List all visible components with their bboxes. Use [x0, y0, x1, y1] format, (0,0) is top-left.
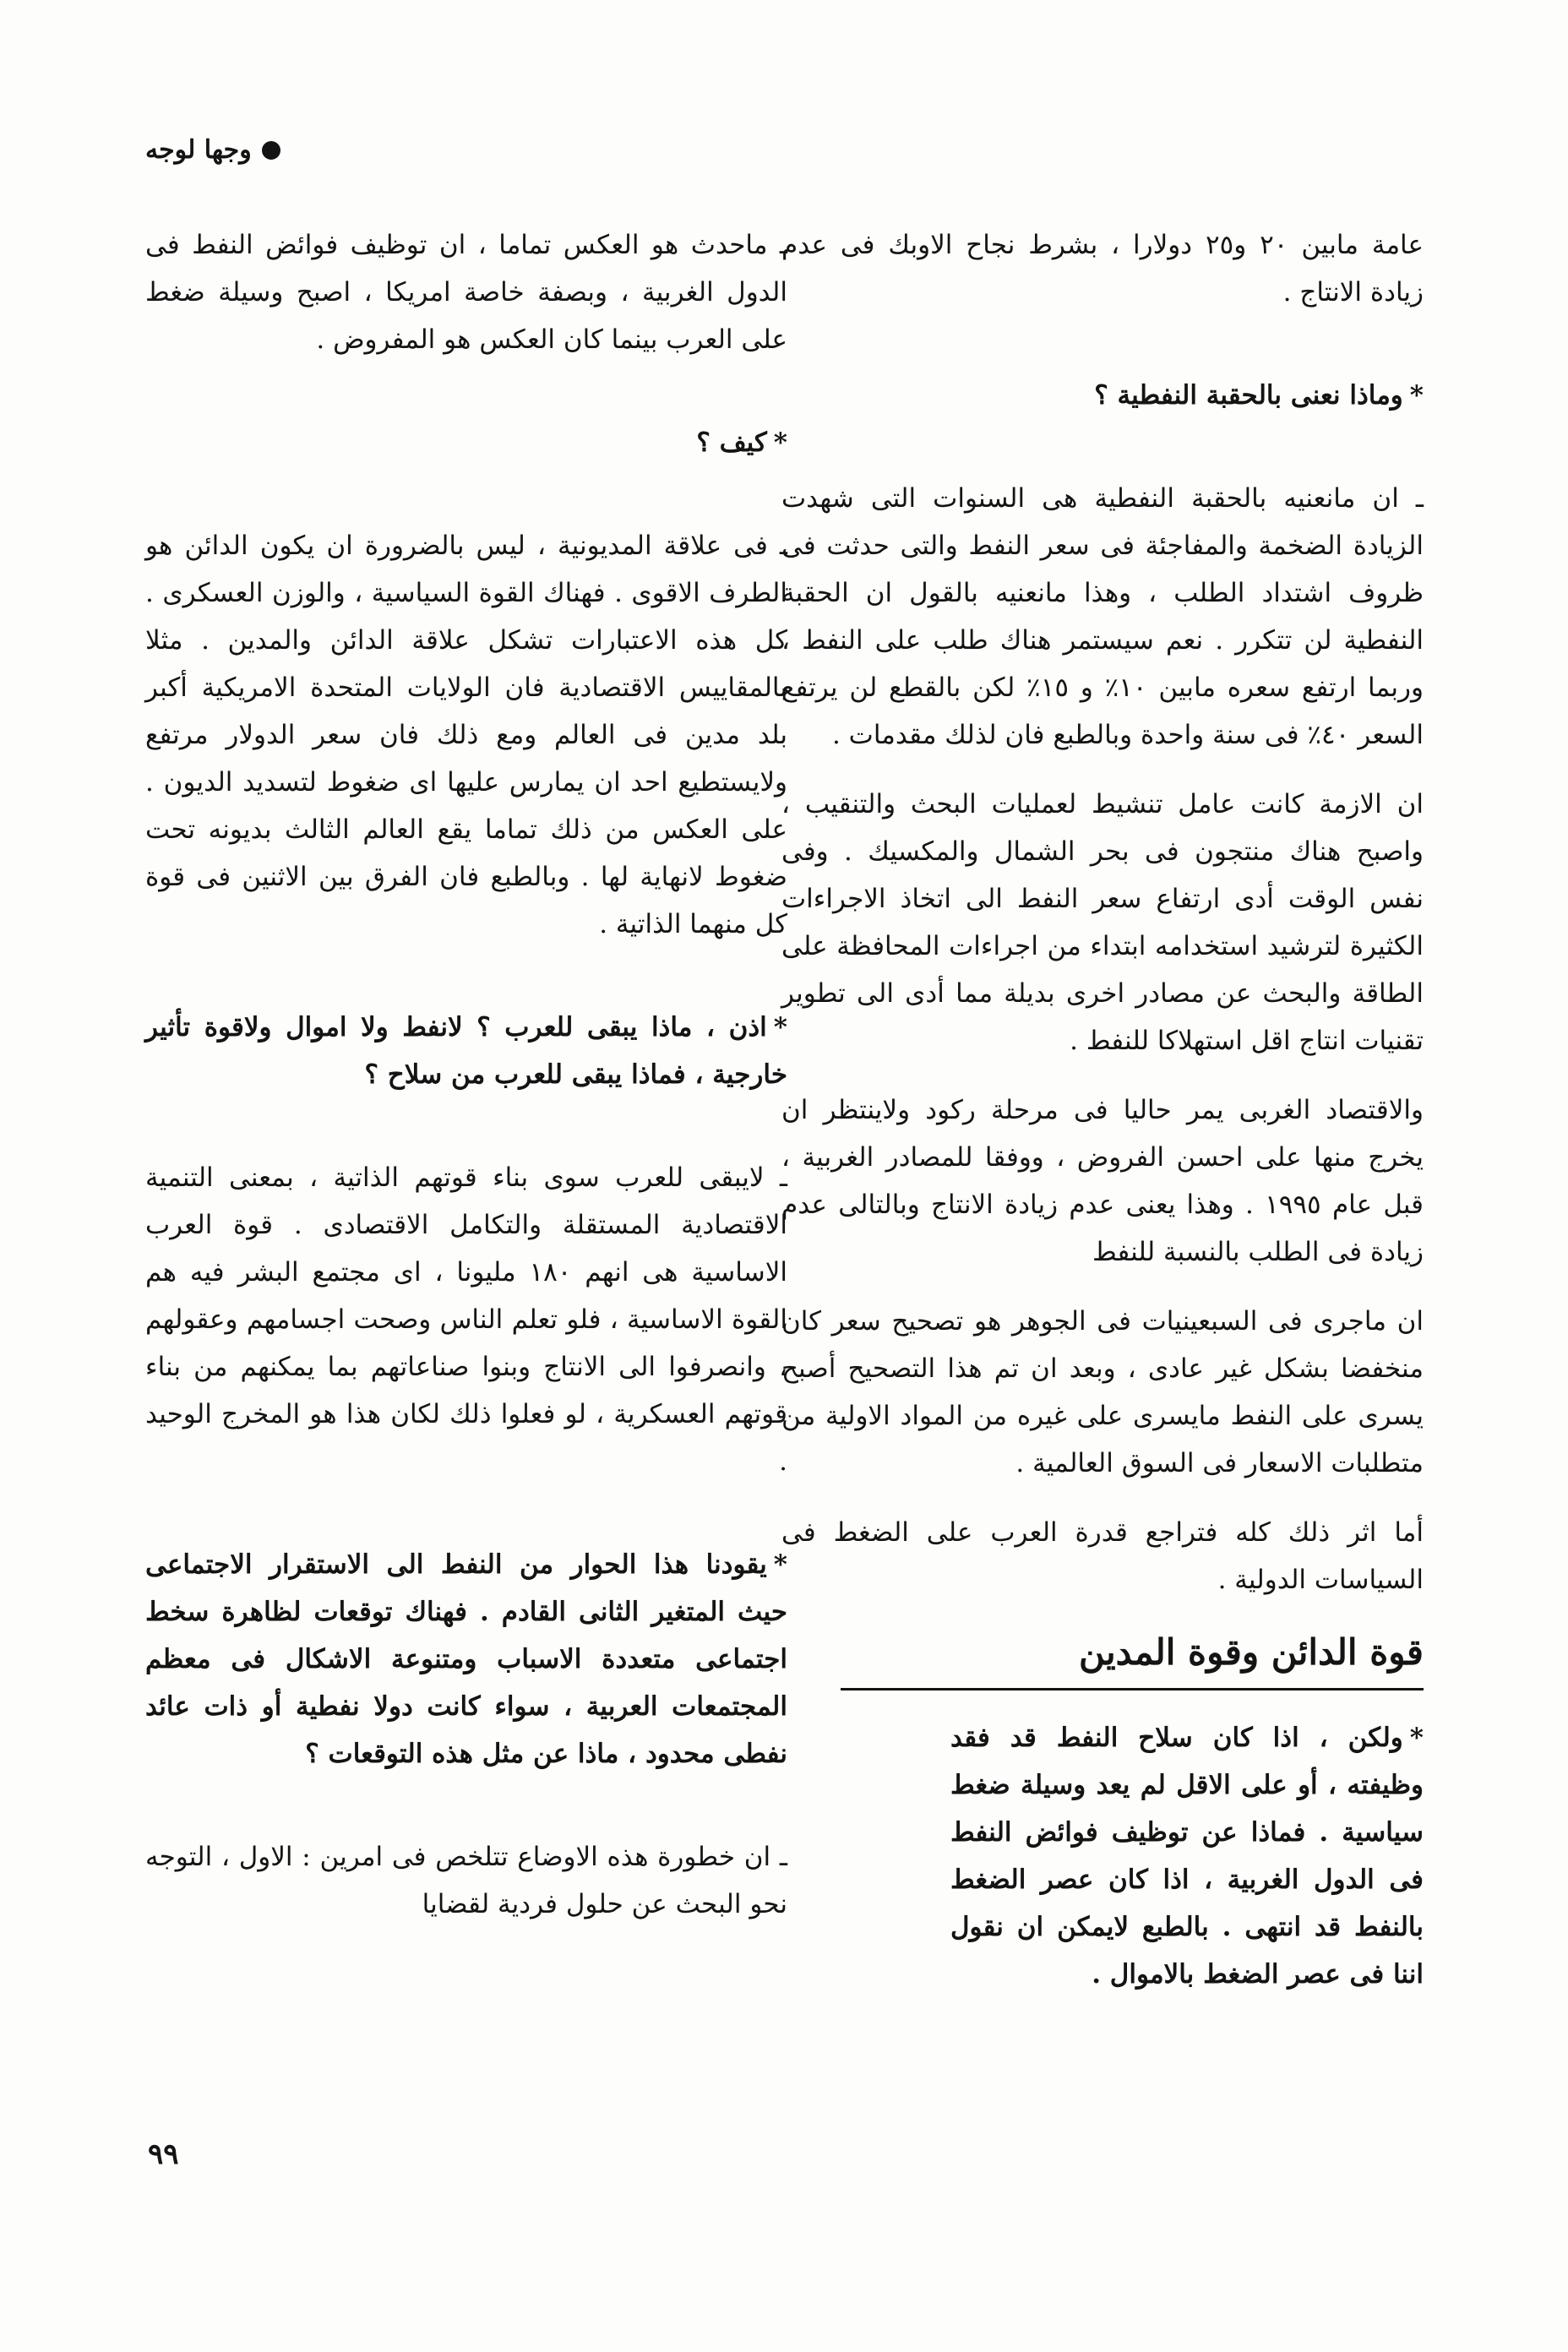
question-text: كيف ؟: [696, 427, 767, 458]
right-column: [781, 221, 1424, 2020]
interview-question: [781, 372, 1424, 419]
left-column: [145, 221, 787, 1950]
running-head: [145, 135, 280, 165]
left-paragraph-3: ـ لايبقى للعرب سوى بناء قوتهم الذاتية ، بمعنى التنمية الاقتصادية المستقلة والتكامل الاقتصادى . قوة العرب الاساسية هى انهم ١٨٠ مليونا ، اى مجتمع البشر فيه هم القوة الاساسية ، فلو تعلم الناس وصحت اجسامهم وعقولهم ، وانصرفوا الى الانتاج وبنوا صناعاتهم بما يمكنهم من بناء قوتهم العسكرية ، لو فعلوا ذلك لكان هذا هو المخرج الوحيد .: [145, 1162, 788, 1477]
asterisk-icon: *: [1409, 1723, 1424, 1753]
running-head-title: وجها لوجه: [145, 135, 252, 165]
interview-question: [145, 419, 787, 466]
heading-divider: [841, 1688, 1424, 1690]
right-paragraph-6: أما اثر ذلك كله فتراجع قدرة العرب على الضغط فى السياسات الدولية .: [781, 1517, 1424, 1595]
asterisk-icon: *: [773, 427, 787, 458]
question-text: يقودنا هذا الحوار من النفط الى الاستقرار الاجتماعى حيث المتغير الثانى القادم . فهناك توقعات لظاهرة سخط اجتماعى متعددة الاسباب ومتنوعة الاشكال فى معظم المجتمعات العربية ، سواء كانت دولا نفطية أو ذات عائد نفطى محدود ، ماذا عن مثل هذه التوقعات ؟: [145, 1549, 787, 1769]
bullet-dot-icon: [262, 141, 280, 160]
left-paragraph-1: ـ ماحدث هو العكس تماما ، ان توظيف فوائض النفط فى الدول الغربية ، وبصفة خاصة امريكا ، اصبح وسيلة ضغط على العرب بينما كان العكس هو المفروض .: [145, 230, 787, 355]
asterisk-icon: *: [773, 1549, 787, 1580]
right-paragraph-2: ـ ان مانعنيه بالحقبة النفطية هى السنوات التى شهدت الزيادة الضخمة والمفاجئة فى سعر النفط والتى حدثت فى ظروف اشتداد الطلب ، وهذا مانعنيه بالقول ان الحقبة النفطية لن تتكرر . نعم سيستمر هناك طلب على النفط ، وربما ارتفع سعره مابين ١٠٪ و ١٥٪ لكن بالقطع لن يرتفع السعر ٤٠٪ فى سنة واحدة وبالطبع فان لذلك مقدمات .: [781, 483, 1424, 750]
question-text: وماذا نعنى بالحقبة النفطية ؟: [1094, 380, 1403, 411]
right-paragraph-1: عامة مابين ٢٠ و٢٥ دولارا ، بشرط نجاح الاوبك فى عدم زيادة الانتاج .: [781, 230, 1424, 308]
interview-question: [145, 1541, 787, 1778]
left-paragraph-4: ـ ان خطورة هذه الاوضاع تتلخص فى امرين : الاول ، التوجه نحو البحث عن حلول فردية لقضايا: [145, 1842, 787, 1919]
right-paragraph-5: ان ماجرى فى السبعينيات فى الجوهر هو تصحيح سعر كان منخفضا بشكل غير عادى ، وبعد ان تم هذا التصحيح أصبح يسرى على النفط مايسرى على غيره من المواد الاولية من متطلبات الاسعار فى السوق العالمية .: [781, 1306, 1424, 1478]
left-paragraph-2: ـ فى علاقة المديونية ، ليس بالضرورة ان يكون الدائن هو الطرف الاقوى . فهناك القوة السياسية ، والوزن العسكرى . كل هذه الاعتبارات تشكل علاقة الدائن والمدين . مثلا بالمقاييس الاقتصادية فان الولايات المتحدة الامريكية أكبر بلد مدين فى العالم ومع ذلك فان سعر الدولار مرتفع ولايستطيع احد ان يمارس عليها اى ضغوط لتسديد الديون . على العكس من ذلك تماما يقع العالم الثالث بديونه تحت ضغوط لانهاية لها . وبالطبع فان الفرق بين الاثنين فى قوة كل منهما الذاتية .: [145, 531, 787, 939]
right-paragraph-3: ان الازمة كانت عامل تنشيط لعمليات البحث والتنقيب ، واصبح هناك منتجون فى بحر الشمال والمكسيك . وفى نفس الوقت أدى ارتفاع سعر النفط الى اتخاذ الاجراءات الكثيرة لترشيد استخدامه ابتداء من اجراءات المحافظة على الطاقة والبحث عن مصادر اخرى بديلة مما أدى الى تطوير تقنيات انتاج اقل استهلاكا للنفط .: [781, 789, 1424, 1056]
question-text: اذن ، ماذا يبقى للعرب ؟ لانفط ولا اموال ولاقوة تأثير خارجية ، فماذا يبقى للعرب من سلاح ؟: [145, 1012, 787, 1090]
interview-question: [950, 1714, 1424, 1998]
right-paragraph-4: والاقتصاد الغربى يمر حاليا فى مرحلة ركود ولاينتظر ان يخرج منها على احسن الفروض ، ووفقا للمصادر الغربية ، قبل عام ١٩٩٥ . وهذا يعنى عدم زيادة الانتاج وبالتالى عدم زيادة فى الطلب بالنسبة للنفط: [781, 1095, 1424, 1267]
interview-question: [145, 1004, 787, 1098]
asterisk-icon: *: [1409, 380, 1424, 411]
question-text: ولكن ، اذا كان سلاح النفط قد فقد وظيفته ، أو على الاقل لم يعد وسيلة ضغط سياسية . فماذا عن توظيف فوائض النفط فى الدول الغربية ، اذا كان عصر الضغط بالنفط قد انتهى . بالطبع لايمكن ان نقول اننا فى عصر الضغط بالاموال .: [950, 1723, 1424, 1990]
asterisk-icon: *: [773, 1012, 787, 1043]
section-heading: قوة الدائن وقوة المدين: [1078, 1631, 1424, 1673]
page-number: ٩٩: [148, 2137, 179, 2171]
